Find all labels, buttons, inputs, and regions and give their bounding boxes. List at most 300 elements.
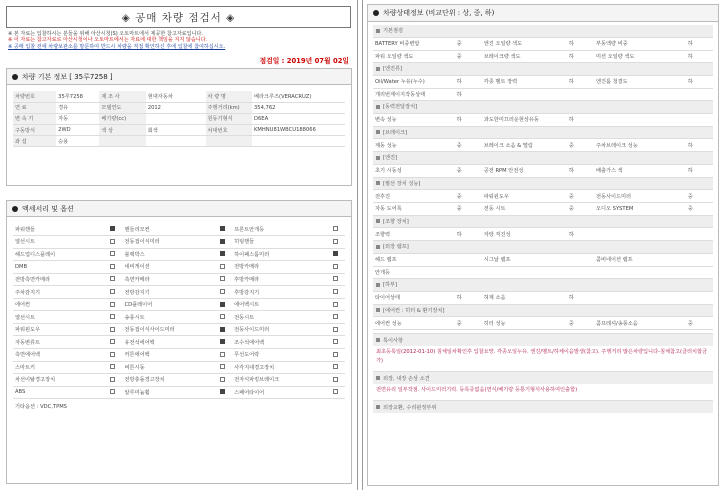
unchecked-box-icon bbox=[333, 377, 338, 382]
accessories-panel bbox=[6, 200, 352, 484]
check-item: Oil/Water 누유(누수) bbox=[373, 76, 455, 89]
field-value: 경유 bbox=[56, 102, 99, 113]
option-check-cell bbox=[103, 323, 123, 336]
field-label: 모델연도 bbox=[99, 102, 145, 113]
option-label: 송풍시트 bbox=[123, 311, 213, 324]
unchecked-box-icon bbox=[220, 264, 225, 269]
checked-box-icon bbox=[220, 251, 225, 256]
option-label: 스페어타이어 bbox=[232, 386, 325, 399]
notice-line[interactable]: ※ 공매 입찰 전에 차량보관소를 방문하여 반드시 차량을 직접 확인하신 후에 입찰에 참여하십시오. bbox=[8, 43, 226, 50]
table-row bbox=[13, 136, 345, 147]
field-label: 변 속 기 bbox=[13, 113, 56, 124]
table-row bbox=[373, 165, 713, 178]
check-grade: 중 bbox=[567, 190, 594, 203]
condition-table bbox=[373, 228, 713, 241]
group-header bbox=[373, 25, 713, 38]
unchecked-box-icon bbox=[110, 339, 115, 344]
option-label: 전방감지기 bbox=[123, 286, 213, 299]
square-bullet-icon bbox=[376, 283, 380, 287]
unchecked-box-icon bbox=[110, 327, 115, 332]
group-title: [엔진] bbox=[383, 155, 398, 162]
option-check-cell bbox=[325, 261, 345, 274]
option-check-cell bbox=[212, 248, 232, 261]
remark-title: 외장, 내장 손상 소견 bbox=[383, 375, 430, 382]
option-check-cell bbox=[325, 273, 345, 286]
table-row bbox=[373, 50, 713, 63]
check-item: BATTERY 비중변압 bbox=[373, 38, 455, 51]
unchecked-box-icon bbox=[220, 289, 225, 294]
square-bullet-icon bbox=[376, 181, 380, 185]
option-label: 에어백시트 bbox=[232, 298, 325, 311]
field-value: 2012 bbox=[146, 102, 206, 113]
remark-text bbox=[373, 413, 713, 417]
field-label: 구동방식 bbox=[13, 125, 56, 136]
field-value: KMHNU81WBCU188066 bbox=[252, 125, 345, 136]
check-item: 허제 소음 bbox=[482, 292, 567, 305]
check-grade bbox=[686, 266, 713, 279]
option-check-cell bbox=[325, 336, 345, 349]
table-row bbox=[13, 361, 345, 374]
basic-info-table bbox=[13, 91, 345, 147]
check-item: 안개등 bbox=[373, 266, 455, 279]
option-label: 파워윈도우 bbox=[13, 323, 103, 336]
check-item bbox=[594, 88, 686, 101]
check-item: 시그날 램프 bbox=[482, 254, 567, 267]
table-row bbox=[13, 298, 345, 311]
group-header bbox=[373, 305, 713, 318]
checked-box-icon bbox=[220, 339, 225, 344]
condition-panel bbox=[367, 4, 719, 486]
check-grade: 중 bbox=[455, 139, 482, 152]
unchecked-box-icon bbox=[110, 264, 115, 269]
unchecked-box-icon bbox=[333, 276, 338, 281]
unchecked-box-icon bbox=[220, 314, 225, 319]
check-grade: 중 bbox=[686, 203, 713, 216]
unchecked-box-icon bbox=[110, 251, 115, 256]
bullet-icon bbox=[12, 206, 18, 212]
check-grade: 하 bbox=[567, 76, 594, 89]
check-grade: 중 bbox=[455, 190, 482, 203]
option-check-cell bbox=[325, 386, 345, 399]
check-item: 브레이크 소음 & 떨림 bbox=[482, 139, 567, 152]
field-value bbox=[146, 136, 206, 147]
unchecked-box-icon bbox=[110, 364, 115, 369]
bullet-icon bbox=[373, 10, 379, 16]
check-item: 제동 성능 bbox=[373, 139, 455, 152]
square-bullet-icon bbox=[376, 308, 380, 312]
table-row bbox=[373, 228, 713, 241]
option-check-cell bbox=[103, 223, 123, 236]
option-label: 무선도어락 bbox=[232, 348, 325, 361]
option-check-cell bbox=[325, 223, 345, 236]
option-check-cell bbox=[103, 311, 123, 324]
square-bullet-icon bbox=[376, 105, 380, 109]
field-value: D6EA bbox=[252, 113, 345, 124]
field-label: 배기량(cc) bbox=[99, 113, 145, 124]
group-header bbox=[373, 241, 713, 254]
check-item: 전동사이드미러 bbox=[594, 190, 686, 203]
unchecked-box-icon bbox=[220, 377, 225, 382]
option-label: 커튼에어백 bbox=[123, 348, 213, 361]
group-title: [필선 장치 성능] bbox=[383, 180, 421, 187]
square-bullet-icon bbox=[376, 156, 380, 160]
option-label: 헤드업디스플레이 bbox=[13, 248, 103, 261]
check-item bbox=[594, 228, 686, 241]
check-item bbox=[482, 266, 567, 279]
table-row bbox=[13, 311, 345, 324]
square-bullet-icon bbox=[376, 130, 380, 134]
unchecked-box-icon bbox=[110, 239, 115, 244]
check-grade bbox=[567, 254, 594, 267]
notice-list bbox=[8, 31, 349, 50]
unchecked-box-icon bbox=[220, 364, 225, 369]
unchecked-box-icon bbox=[333, 289, 338, 294]
option-check-cell bbox=[103, 336, 123, 349]
option-check-cell bbox=[103, 273, 123, 286]
condition-table bbox=[373, 292, 713, 305]
condition-table bbox=[373, 114, 713, 127]
field-value: 회색 bbox=[146, 125, 206, 136]
option-label: 전방카메라 bbox=[232, 261, 325, 274]
check-item: 콤프레셔/송풍소음 bbox=[594, 317, 686, 330]
check-item: 전후진 bbox=[373, 190, 455, 203]
field-value: 2WD bbox=[56, 125, 99, 136]
group-header bbox=[373, 178, 713, 191]
field-value: 베라크루즈(VERACRUZ) bbox=[252, 91, 345, 102]
field-label: 차량번호 bbox=[13, 91, 56, 102]
table-row bbox=[373, 292, 713, 305]
table-row bbox=[13, 248, 345, 261]
field-label: 제 조 사 bbox=[99, 91, 145, 102]
field-label bbox=[99, 136, 145, 147]
table-row bbox=[373, 114, 713, 127]
check-grade bbox=[686, 228, 713, 241]
unchecked-box-icon bbox=[333, 239, 338, 244]
basic-info-header bbox=[7, 69, 351, 85]
checked-box-icon bbox=[220, 389, 225, 394]
option-check-cell bbox=[103, 374, 123, 387]
condition-table bbox=[373, 76, 713, 102]
group-header bbox=[373, 152, 713, 165]
square-bullet-icon bbox=[376, 405, 380, 409]
checked-box-icon bbox=[220, 239, 225, 244]
check-item: 미션 오일량 색도 bbox=[594, 50, 686, 63]
table-row bbox=[13, 125, 345, 136]
option-check-cell bbox=[325, 298, 345, 311]
table-row bbox=[13, 386, 345, 399]
square-bullet-icon bbox=[376, 376, 380, 380]
option-label: 파워핸들 bbox=[13, 223, 103, 236]
option-check-cell bbox=[103, 236, 123, 249]
field-label: 차 량 명 bbox=[206, 91, 252, 102]
option-label: 핸들리모컨 bbox=[123, 223, 213, 236]
check-grade: 하 bbox=[686, 50, 713, 63]
remark-title: 특이사항 bbox=[383, 337, 404, 344]
check-grade: 하 bbox=[686, 139, 713, 152]
option-label: DMB bbox=[13, 261, 103, 274]
unchecked-box-icon bbox=[333, 364, 338, 369]
unchecked-box-icon bbox=[110, 377, 115, 382]
table-row bbox=[373, 76, 713, 89]
check-grade: 하 bbox=[567, 228, 594, 241]
unchecked-box-icon bbox=[333, 302, 338, 307]
option-label: 프론트안개등 bbox=[232, 223, 325, 236]
check-grade: 하 bbox=[686, 76, 713, 89]
condition-header bbox=[368, 5, 718, 22]
check-grade bbox=[567, 266, 594, 279]
check-grade: 하 bbox=[686, 165, 713, 178]
condition-body bbox=[368, 22, 718, 417]
check-item: 공전 RPM 안전성 bbox=[482, 165, 567, 178]
field-label: 주행거리(km) bbox=[206, 102, 252, 113]
accessories-table bbox=[13, 223, 345, 399]
field-value: 승용 bbox=[56, 136, 99, 147]
check-grade bbox=[455, 254, 482, 267]
option-check-cell bbox=[212, 348, 232, 361]
other-options: 기타옵션 : VDC,TPMS bbox=[15, 404, 67, 411]
check-item: 조향력 bbox=[373, 228, 455, 241]
remark-header bbox=[373, 401, 713, 413]
check-grade: 하 bbox=[567, 38, 594, 51]
remark-text: 최초등록일(2012-01-10) 침체일차확인후 입찰요망. 각종오일누유. 엔진/벨트/하체이음발생(참고). 주행거리 많은차량입니다-침체참고(클러치합금가) bbox=[376, 349, 708, 364]
unchecked-box-icon bbox=[220, 276, 225, 281]
page-title: ◈ 공매 차량 점검서 ◈ bbox=[6, 6, 351, 28]
check-item: 헤드 램프 bbox=[373, 254, 455, 267]
check-grade bbox=[686, 254, 713, 267]
notice-line: ※ 이 자료는 참고자료로 아산시청이나 오토마트에서는 자료에 대한 책임을 지지 않습니다. bbox=[8, 37, 208, 44]
check-item: 파워 오일량 색도 bbox=[373, 50, 455, 63]
unchecked-box-icon bbox=[333, 264, 338, 269]
group-header bbox=[373, 279, 713, 292]
field-value: 현대자동차 bbox=[146, 91, 206, 102]
check-item: 과도한미끄러운현상유동 bbox=[482, 114, 567, 127]
condition-table bbox=[373, 190, 713, 216]
check-item: 오디오 SYSTEM bbox=[594, 203, 686, 216]
condition-table bbox=[373, 254, 713, 280]
check-grade: 하 bbox=[567, 50, 594, 63]
option-label: 측면에어백 bbox=[13, 348, 103, 361]
table-row bbox=[13, 323, 345, 336]
option-check-cell bbox=[212, 374, 232, 387]
check-grade: 하 bbox=[455, 228, 482, 241]
check-item: 타이어상태 bbox=[373, 292, 455, 305]
check-item: 부동액량 비중 bbox=[594, 38, 686, 51]
option-label: 조수석에어백 bbox=[232, 336, 325, 349]
table-row bbox=[373, 203, 713, 216]
basic-info-title: 차량 기본 정보 [ 35루7258 ] bbox=[22, 72, 113, 81]
unchecked-box-icon bbox=[333, 389, 338, 394]
option-label: 주차감지기 bbox=[13, 286, 103, 299]
option-check-cell bbox=[212, 361, 232, 374]
check-grade: 중 bbox=[567, 317, 594, 330]
option-check-cell bbox=[325, 374, 345, 387]
condition-title: 차량상태정보 (비교단위 : 상, 중, 하) bbox=[383, 9, 495, 17]
remark-section bbox=[373, 333, 713, 368]
condition-table bbox=[373, 317, 713, 330]
unchecked-box-icon bbox=[333, 327, 338, 332]
check-grade bbox=[686, 88, 713, 101]
check-grade: 중 bbox=[686, 190, 713, 203]
group-title: [외장 램프] bbox=[383, 244, 409, 251]
option-label: 히팅핸들 bbox=[232, 236, 325, 249]
option-label: 차선이탈경고장치 bbox=[13, 374, 103, 387]
option-check-cell bbox=[103, 386, 123, 399]
square-bullet-icon bbox=[376, 245, 380, 249]
option-label: 열선시트 bbox=[13, 311, 103, 324]
remark-text: 전면유리 일부작점. 사이드미러기럭. 등록증없음(면식/배기량 등통기형식사용하여인출함) bbox=[376, 387, 578, 393]
square-bullet-icon bbox=[376, 67, 380, 71]
option-label: 후방카메라 bbox=[232, 273, 325, 286]
field-label: 좌 섭 bbox=[13, 136, 56, 147]
check-grade: 하 bbox=[567, 292, 594, 305]
option-label: 전동접이식미러 bbox=[123, 236, 213, 249]
checked-box-icon bbox=[333, 251, 338, 256]
notice-line: ※ 본 자료는 입찰하시는 분들을 위해 아산시청(S) 오토마트에서 제공한 참고자료입니다. bbox=[8, 31, 203, 37]
check-grade: 중 bbox=[455, 50, 482, 63]
table-row bbox=[13, 348, 345, 361]
check-item: 엔진룸 청결도 bbox=[594, 76, 686, 89]
option-label: 전동접이식사이드미러 bbox=[123, 323, 213, 336]
group-header bbox=[373, 216, 713, 229]
table-row bbox=[13, 286, 345, 299]
check-item bbox=[594, 292, 686, 305]
group-header bbox=[373, 63, 713, 76]
option-label: 자동변류트 bbox=[13, 336, 103, 349]
group-title: [브레이크] bbox=[383, 129, 408, 136]
remark-title: 외장교환, 수리판정부위 bbox=[383, 404, 437, 411]
option-check-cell bbox=[212, 223, 232, 236]
basic-info-panel bbox=[6, 68, 352, 186]
option-check-cell bbox=[212, 311, 232, 324]
condition-table bbox=[373, 38, 713, 64]
check-grade bbox=[686, 114, 713, 127]
option-check-cell bbox=[325, 361, 345, 374]
check-grade: 하 bbox=[686, 38, 713, 51]
unchecked-box-icon bbox=[110, 276, 115, 281]
group-header bbox=[373, 127, 713, 140]
unchecked-box-icon bbox=[333, 314, 338, 319]
option-check-cell bbox=[103, 248, 123, 261]
table-row bbox=[373, 88, 713, 101]
check-item: 전동 시트 bbox=[482, 203, 567, 216]
check-grade: 하 bbox=[455, 76, 482, 89]
option-label: 에어컨 bbox=[13, 298, 103, 311]
unchecked-box-icon bbox=[333, 339, 338, 344]
check-item: 에어컨 성능 bbox=[373, 317, 455, 330]
check-grade: 중 bbox=[567, 139, 594, 152]
field-value: 354,762 bbox=[252, 102, 345, 113]
option-check-cell bbox=[325, 348, 345, 361]
field-label: 색 상 bbox=[99, 125, 145, 136]
table-row bbox=[373, 190, 713, 203]
option-label: 사각지대경고장치 bbox=[232, 361, 325, 374]
field-value bbox=[252, 136, 345, 147]
inspection-left-pane bbox=[0, 0, 358, 490]
field-label bbox=[206, 136, 252, 147]
option-check-cell bbox=[212, 273, 232, 286]
checked-box-icon bbox=[220, 302, 225, 307]
option-check-cell bbox=[212, 386, 232, 399]
option-check-cell bbox=[103, 298, 123, 311]
check-item: 배출가스 색 bbox=[594, 165, 686, 178]
unchecked-box-icon bbox=[333, 226, 338, 231]
checked-box-icon bbox=[220, 226, 225, 231]
table-row bbox=[373, 317, 713, 330]
check-item: 히터 성능 bbox=[482, 317, 567, 330]
option-check-cell bbox=[325, 311, 345, 324]
option-label: 하이패스룸미러 bbox=[232, 248, 325, 261]
check-item: 주차브레이크 성능 bbox=[594, 139, 686, 152]
option-check-cell bbox=[212, 323, 232, 336]
option-check-cell bbox=[212, 286, 232, 299]
option-label: 전자식파킹브레이크 bbox=[232, 374, 325, 387]
check-item bbox=[482, 88, 567, 101]
option-check-cell bbox=[325, 236, 345, 249]
square-bullet-icon bbox=[376, 29, 380, 33]
accessories-title: 액세서리 및 옵션 bbox=[22, 204, 74, 213]
option-check-cell bbox=[212, 298, 232, 311]
option-label: 블랙박스 bbox=[123, 248, 213, 261]
option-label: 버튼시동 bbox=[123, 361, 213, 374]
check-grade bbox=[455, 266, 482, 279]
option-check-cell bbox=[103, 286, 123, 299]
unchecked-box-icon bbox=[220, 352, 225, 357]
unchecked-box-icon bbox=[110, 314, 115, 319]
check-grade: 중 bbox=[455, 317, 482, 330]
check-grade: 중 bbox=[567, 203, 594, 216]
condition-table bbox=[373, 165, 713, 178]
checked-box-icon bbox=[220, 327, 225, 332]
check-grade: 하 bbox=[455, 114, 482, 127]
table-row bbox=[373, 38, 713, 51]
square-bullet-icon bbox=[376, 338, 380, 342]
table-row bbox=[13, 223, 345, 236]
option-label: CD플레이어 bbox=[123, 298, 213, 311]
option-check-cell bbox=[212, 336, 232, 349]
group-title: [에어컨 : 히터 & 환기장치] bbox=[383, 307, 445, 314]
check-grade: 하 bbox=[567, 114, 594, 127]
table-row bbox=[373, 139, 713, 152]
check-grade bbox=[567, 88, 594, 101]
table-row bbox=[373, 254, 713, 267]
remark-header bbox=[373, 334, 713, 346]
check-item: 브레이크량 색도 bbox=[482, 50, 567, 63]
group-title: [엔진류] bbox=[383, 66, 403, 73]
remark-section bbox=[373, 371, 713, 397]
unchecked-box-icon bbox=[110, 389, 115, 394]
option-label: 전방충돌경고장치 bbox=[123, 374, 213, 387]
check-item: 개리번계이지작동상태 bbox=[373, 88, 455, 101]
check-grade bbox=[686, 292, 713, 305]
check-item: 콤비네이션 램프 bbox=[594, 254, 686, 267]
option-label: 측면카메라 bbox=[123, 273, 213, 286]
unchecked-box-icon bbox=[110, 352, 115, 357]
condition-table bbox=[373, 139, 713, 152]
option-check-cell bbox=[325, 248, 345, 261]
check-item: 자동 도어록 bbox=[373, 203, 455, 216]
table-row bbox=[13, 102, 345, 113]
table-row bbox=[373, 266, 713, 279]
check-grade: 중 bbox=[455, 203, 482, 216]
check-grade: 하 bbox=[567, 165, 594, 178]
table-row bbox=[13, 261, 345, 274]
table-row bbox=[13, 236, 345, 249]
field-value bbox=[146, 113, 206, 124]
check-grade: 중 bbox=[455, 165, 482, 178]
bullet-icon bbox=[12, 74, 18, 80]
group-title: [조향 장치] bbox=[383, 218, 409, 225]
inspection-right-pane bbox=[362, 0, 720, 490]
